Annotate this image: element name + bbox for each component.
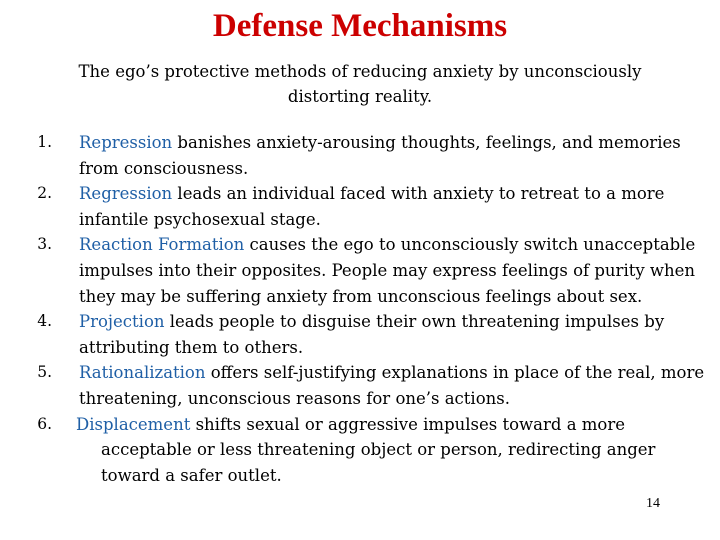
slide-subtitle: The ego’s protective methods of reducing anxiety by unconsciously distorting reality. bbox=[78, 62, 642, 106]
description: offers self-justifying explanations in place of the real, more threatening, unconscious reasons for one’s actions. bbox=[79, 363, 705, 408]
description: causes the ego to unconsciously switch unacceptable impulses into their opposites. People may express feelings of purity when they may be suffering anxiety from unconscious feelings about sex. bbox=[79, 235, 696, 306]
description: leads an individual faced with anxiety to retreat to a more infantile psychosexual stage. bbox=[79, 184, 665, 229]
list-item-text bbox=[79, 360, 709, 411]
term-rationalization: Rationalization bbox=[79, 363, 206, 383]
list-item-text bbox=[76, 412, 701, 489]
page-number: 14 bbox=[646, 496, 660, 511]
description: shifts sexual or aggressive impulses toward a more acceptable or less threatening object or person, redirecting anger toward a safer outlet. bbox=[101, 414, 656, 485]
list-item-repression bbox=[28, 130, 708, 181]
list-item-text bbox=[79, 309, 709, 360]
term-displacement: Displacement bbox=[76, 414, 191, 434]
list-item-number: 1. bbox=[37, 133, 52, 151]
list-item-number: 3. bbox=[37, 235, 52, 254]
list-item-text bbox=[79, 232, 709, 309]
defense-mechanism-list bbox=[28, 130, 708, 488]
list-item-reaction-formation bbox=[28, 232, 708, 309]
term-projection: Projection bbox=[79, 312, 165, 332]
description: leads people to disguise their own threatening impulses by attributing them to others. bbox=[79, 312, 665, 357]
term-repression: Repression bbox=[79, 133, 173, 152]
list-item-number: 5. bbox=[37, 363, 52, 382]
list-item-text bbox=[79, 130, 709, 181]
term-regression: Regression bbox=[79, 184, 173, 204]
list-item-rationalization bbox=[28, 360, 708, 411]
list-item-text bbox=[79, 181, 709, 232]
list-item-number: 2. bbox=[37, 184, 52, 203]
slide-title: Defense Mechanisms bbox=[212, 8, 508, 44]
term-reaction-formation: Reaction Formation bbox=[79, 235, 245, 255]
description: banishes anxiety-arousing thoughts, feelings, and memories from consciousness. bbox=[79, 133, 681, 178]
list-item-number: 6. bbox=[37, 414, 52, 433]
list-item-projection bbox=[28, 309, 708, 360]
list-item-number: 4. bbox=[37, 312, 52, 331]
list-item-displacement bbox=[28, 412, 708, 489]
list-item-regression bbox=[28, 181, 708, 232]
